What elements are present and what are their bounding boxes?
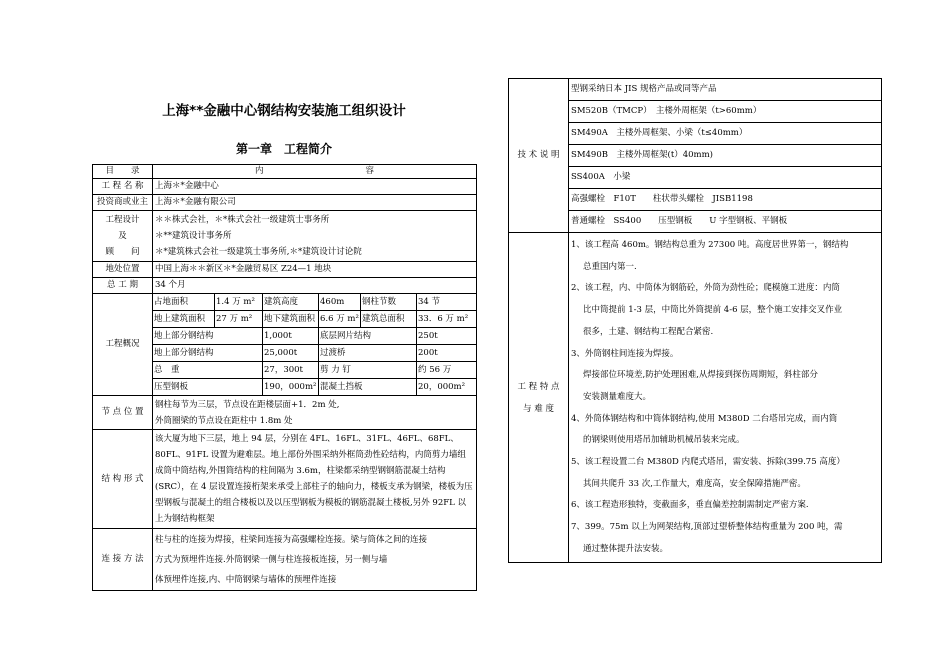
overview-cell: 压型钢板 bbox=[153, 379, 263, 396]
table-row bbox=[93, 430, 477, 529]
feature-number: 3、 bbox=[571, 348, 585, 359]
design-line: ＊*建筑株式会社一级建筑士事务所,＊*建筑设计讨论院 bbox=[155, 247, 362, 257]
feature-number: 4、 bbox=[571, 413, 585, 424]
feature-cont: 比中筒提前 1-3 层，中筒比外筒提前 4-6 层，整个施工安排交叉作业 bbox=[583, 305, 843, 316]
tech-cell: 普通螺栓 SS400 压型钢板 U 字型钢板、平钢板 bbox=[569, 211, 882, 233]
header-content: 内 容 bbox=[153, 165, 477, 179]
duration-label: 总 工 期 bbox=[93, 278, 153, 294]
overview-cell: 钢柱节数 bbox=[361, 294, 417, 311]
features-label-line: 工 程 特 点 bbox=[517, 381, 560, 392]
nodes-value bbox=[153, 396, 477, 430]
overview-cell: 总 重 bbox=[153, 362, 263, 379]
feature-number: 1、 bbox=[571, 240, 585, 250]
duration-value: 34 个月 bbox=[153, 278, 477, 294]
connection-label: 连 接 方 法 bbox=[93, 529, 153, 591]
overview-cell: 约 56 万 bbox=[417, 362, 477, 379]
connection-line: 柱与柱的连接为焊接，柱梁间连接为高强螺栓连接。梁与筒体之间的连接 bbox=[155, 534, 428, 545]
table-row bbox=[93, 211, 477, 262]
overview-cell: 地上部分钢结构 bbox=[153, 328, 263, 345]
nodes-label: 节 点 位 置 bbox=[93, 396, 153, 430]
table-row bbox=[93, 396, 477, 430]
feature-item bbox=[571, 495, 879, 517]
overview-row bbox=[93, 294, 477, 311]
feature-item bbox=[571, 344, 879, 366]
overview-cell: 6.6 万 m² bbox=[319, 311, 361, 328]
connection-line: 方式为预埋件连接.外筒钢梁一侧与柱连接板连接，另一侧与墙 bbox=[155, 554, 388, 565]
design-label-line: 及 bbox=[118, 231, 127, 241]
connection-value bbox=[153, 529, 477, 591]
overview-cell: 460m bbox=[319, 294, 361, 311]
feature-cont: 其间共爬升 33 次,工作量大，难度高，安全保障措施严密。 bbox=[583, 478, 806, 489]
feature-text: 外筒体钢结构和中筒体钢结构,使用 M380D 二台塔吊完成，而内筒 bbox=[584, 413, 838, 424]
tech-cell: SM490B 主楼外周框架(t）40mm) bbox=[569, 145, 882, 167]
feature-cont: 很多，土建、钢结构工程配合紧密. bbox=[583, 326, 714, 337]
feature-cont: 的钢梁则使用塔吊加辅助机械吊装来完成。 bbox=[583, 435, 745, 446]
chapter-heading: 第一章 工程简介 bbox=[235, 142, 332, 156]
overview-cell: 地上建筑面积 bbox=[153, 311, 215, 328]
feature-text: 该工程设置二台 M380D 内爬式塔吊，需安装、拆除(399.75 高度） bbox=[584, 457, 845, 468]
feature-text: 该工程造形独特，变截面多，垂直偏差控制需制定严密方案. bbox=[584, 500, 809, 511]
design-label bbox=[93, 211, 153, 262]
overview-cell: 剪 力 钉 bbox=[319, 362, 417, 379]
feature-cont: 焊接部位环境差,防护处理困难,从焊接到探伤周期短，斜柱部分 bbox=[583, 370, 818, 381]
features-label bbox=[509, 233, 569, 563]
feature-item bbox=[571, 235, 879, 257]
feature-number: 6、 bbox=[571, 500, 585, 511]
design-line: ＊**建筑设计事务所 bbox=[155, 231, 232, 241]
table-row bbox=[93, 529, 477, 591]
structure-value: 该大厦为地下三层，地上 94 层，分别在 4FL、16FL、31FL、46FL、68FL、80FL、91FL 设置为避难层。地上部份外围采纳外框筒劲性砼结构，内筒剪力墙组成筒中筒结构,外围筒结构的柱间隔为 3.6m，柱梁都采纳型钢钢筋混凝土结构(SRC），在 4 层设置连接桁架来承受上部柱子的轴向力，楼板支承为钢梁，楼板为压型钢板与混凝土的组合楼板以及以压型钢板为模板的钢筋混凝土楼板,另外 92FL 以上为钢结构框架 bbox=[153, 430, 477, 529]
design-label-line: 顾 问 bbox=[105, 247, 140, 257]
structure-label: 结 构 形 式 bbox=[93, 430, 153, 529]
tech-features-table bbox=[508, 78, 882, 563]
feature-text: 该工程高 460m。钢结构总重为 27300 吨。高度居世界第一，钢结构 bbox=[584, 240, 849, 250]
investor-value: 上海＊*金融有限公司 bbox=[153, 195, 477, 211]
feature-cont: 通过整体提升法安装。 bbox=[583, 543, 669, 554]
table-row bbox=[93, 278, 477, 294]
overview-cell: 建筑总面积 bbox=[361, 311, 417, 328]
overview-label: 工程概况 bbox=[93, 294, 153, 396]
overview-cell: 过渡桥 bbox=[319, 345, 417, 362]
tech-cell: 型钢采纳日本 JIS 规格产品或同等产品 bbox=[569, 79, 882, 101]
overview-cell: 33．6 万 m² bbox=[417, 311, 477, 328]
overview-cell: 建筑高度 bbox=[263, 294, 319, 311]
overview-cell: 27，300t bbox=[263, 362, 319, 379]
tech-cell: SS400A 小梁 bbox=[569, 167, 882, 189]
feature-item bbox=[571, 278, 879, 300]
overview-cell: 地下建筑面积 bbox=[263, 311, 319, 328]
feature-item bbox=[571, 409, 879, 431]
overview-cell: 27 万 m² bbox=[215, 311, 263, 328]
overview-cell: 1.4 万 m² bbox=[215, 294, 263, 311]
nodes-line: 钢柱每节为三层，节点设在距楼层面+1．2m 处, bbox=[155, 399, 340, 410]
tech-label: 技 术 说 明 bbox=[509, 79, 569, 233]
overview-cell: 250t bbox=[417, 328, 477, 345]
feature-number: 7、 bbox=[571, 522, 585, 533]
feature-item bbox=[571, 517, 879, 539]
overview-cell: 190，000m² bbox=[263, 379, 319, 396]
tech-cell: SM520B（TMCP） 主楼外周框架（t>60mm） bbox=[569, 101, 882, 123]
tech-cell: SM490A 主楼外周框架、小梁（t≤40mm） bbox=[569, 123, 882, 145]
feature-text: 399。75m 以上为网架结构,顶部过望桥整体结构重量为 200 吨，需 bbox=[584, 522, 843, 533]
project-name-value: 上海＊*金融中心 bbox=[153, 179, 477, 195]
overview-cell: 200t bbox=[417, 345, 477, 362]
table-row bbox=[93, 179, 477, 195]
overview-cell: 混凝土挡板 bbox=[319, 379, 417, 396]
overview-cell: 地上部分钢结构 bbox=[153, 345, 263, 362]
design-value bbox=[153, 211, 477, 262]
overview-cell: 34 节 bbox=[417, 294, 477, 311]
tech-cell: 高强螺栓 F10T 柱状带头螺栓 JISB1198 bbox=[569, 189, 882, 211]
table-row bbox=[93, 195, 477, 211]
overview-cell: 占地面积 bbox=[153, 294, 215, 311]
feature-item bbox=[571, 452, 879, 474]
feature-text: 外筒钢柱间连接为焊接。 bbox=[584, 348, 679, 359]
feature-number: 5、 bbox=[571, 457, 585, 468]
overview-cell: 底层网片结构 bbox=[319, 328, 417, 345]
table-header-row bbox=[93, 165, 477, 179]
feature-text: 该工程，内、中筒体为钢筋砼，外筒为劲性砼；爬模施工进度：内筒 bbox=[584, 283, 840, 294]
overview-cell: 20，000m² bbox=[417, 379, 477, 396]
tech-row bbox=[509, 79, 882, 101]
design-label-line: 工程设计 bbox=[105, 215, 140, 225]
features-label-line: 与 难 度 bbox=[523, 403, 554, 414]
project-overview-table bbox=[92, 164, 477, 591]
feature-cont: 总重国内第一. bbox=[583, 261, 637, 272]
nodes-line: 外筒圈梁的节点设在距柱中 1.8m 处 bbox=[155, 415, 293, 426]
overview-cell: 25,000t bbox=[263, 345, 319, 362]
connection-line: 体预埋件连接,内、中筒钢梁与墙体的预埋件连接 bbox=[155, 574, 337, 585]
feature-cont: 安装测量难度大。 bbox=[583, 391, 652, 402]
project-name-label: 工 程 名 称 bbox=[93, 179, 153, 195]
location-value: 中国上海＊＊新区＊*金融贸易区 Z24—1 地块 bbox=[153, 262, 477, 278]
overview-cell: 1,000t bbox=[263, 328, 319, 345]
investor-label: 投资商或业主 bbox=[93, 195, 153, 211]
features-row bbox=[509, 233, 882, 563]
location-label: 地处位置 bbox=[93, 262, 153, 278]
design-line: ＊＊株式会社，＊*株式会社一级建筑士事务所 bbox=[155, 215, 330, 225]
feature-number: 2、 bbox=[571, 283, 585, 294]
features-content bbox=[569, 233, 882, 563]
document-title: 上海**金融中心钢结构安装施工组织设计 bbox=[162, 103, 406, 119]
header-toc: 目 录 bbox=[93, 165, 153, 179]
table-row bbox=[93, 262, 477, 278]
